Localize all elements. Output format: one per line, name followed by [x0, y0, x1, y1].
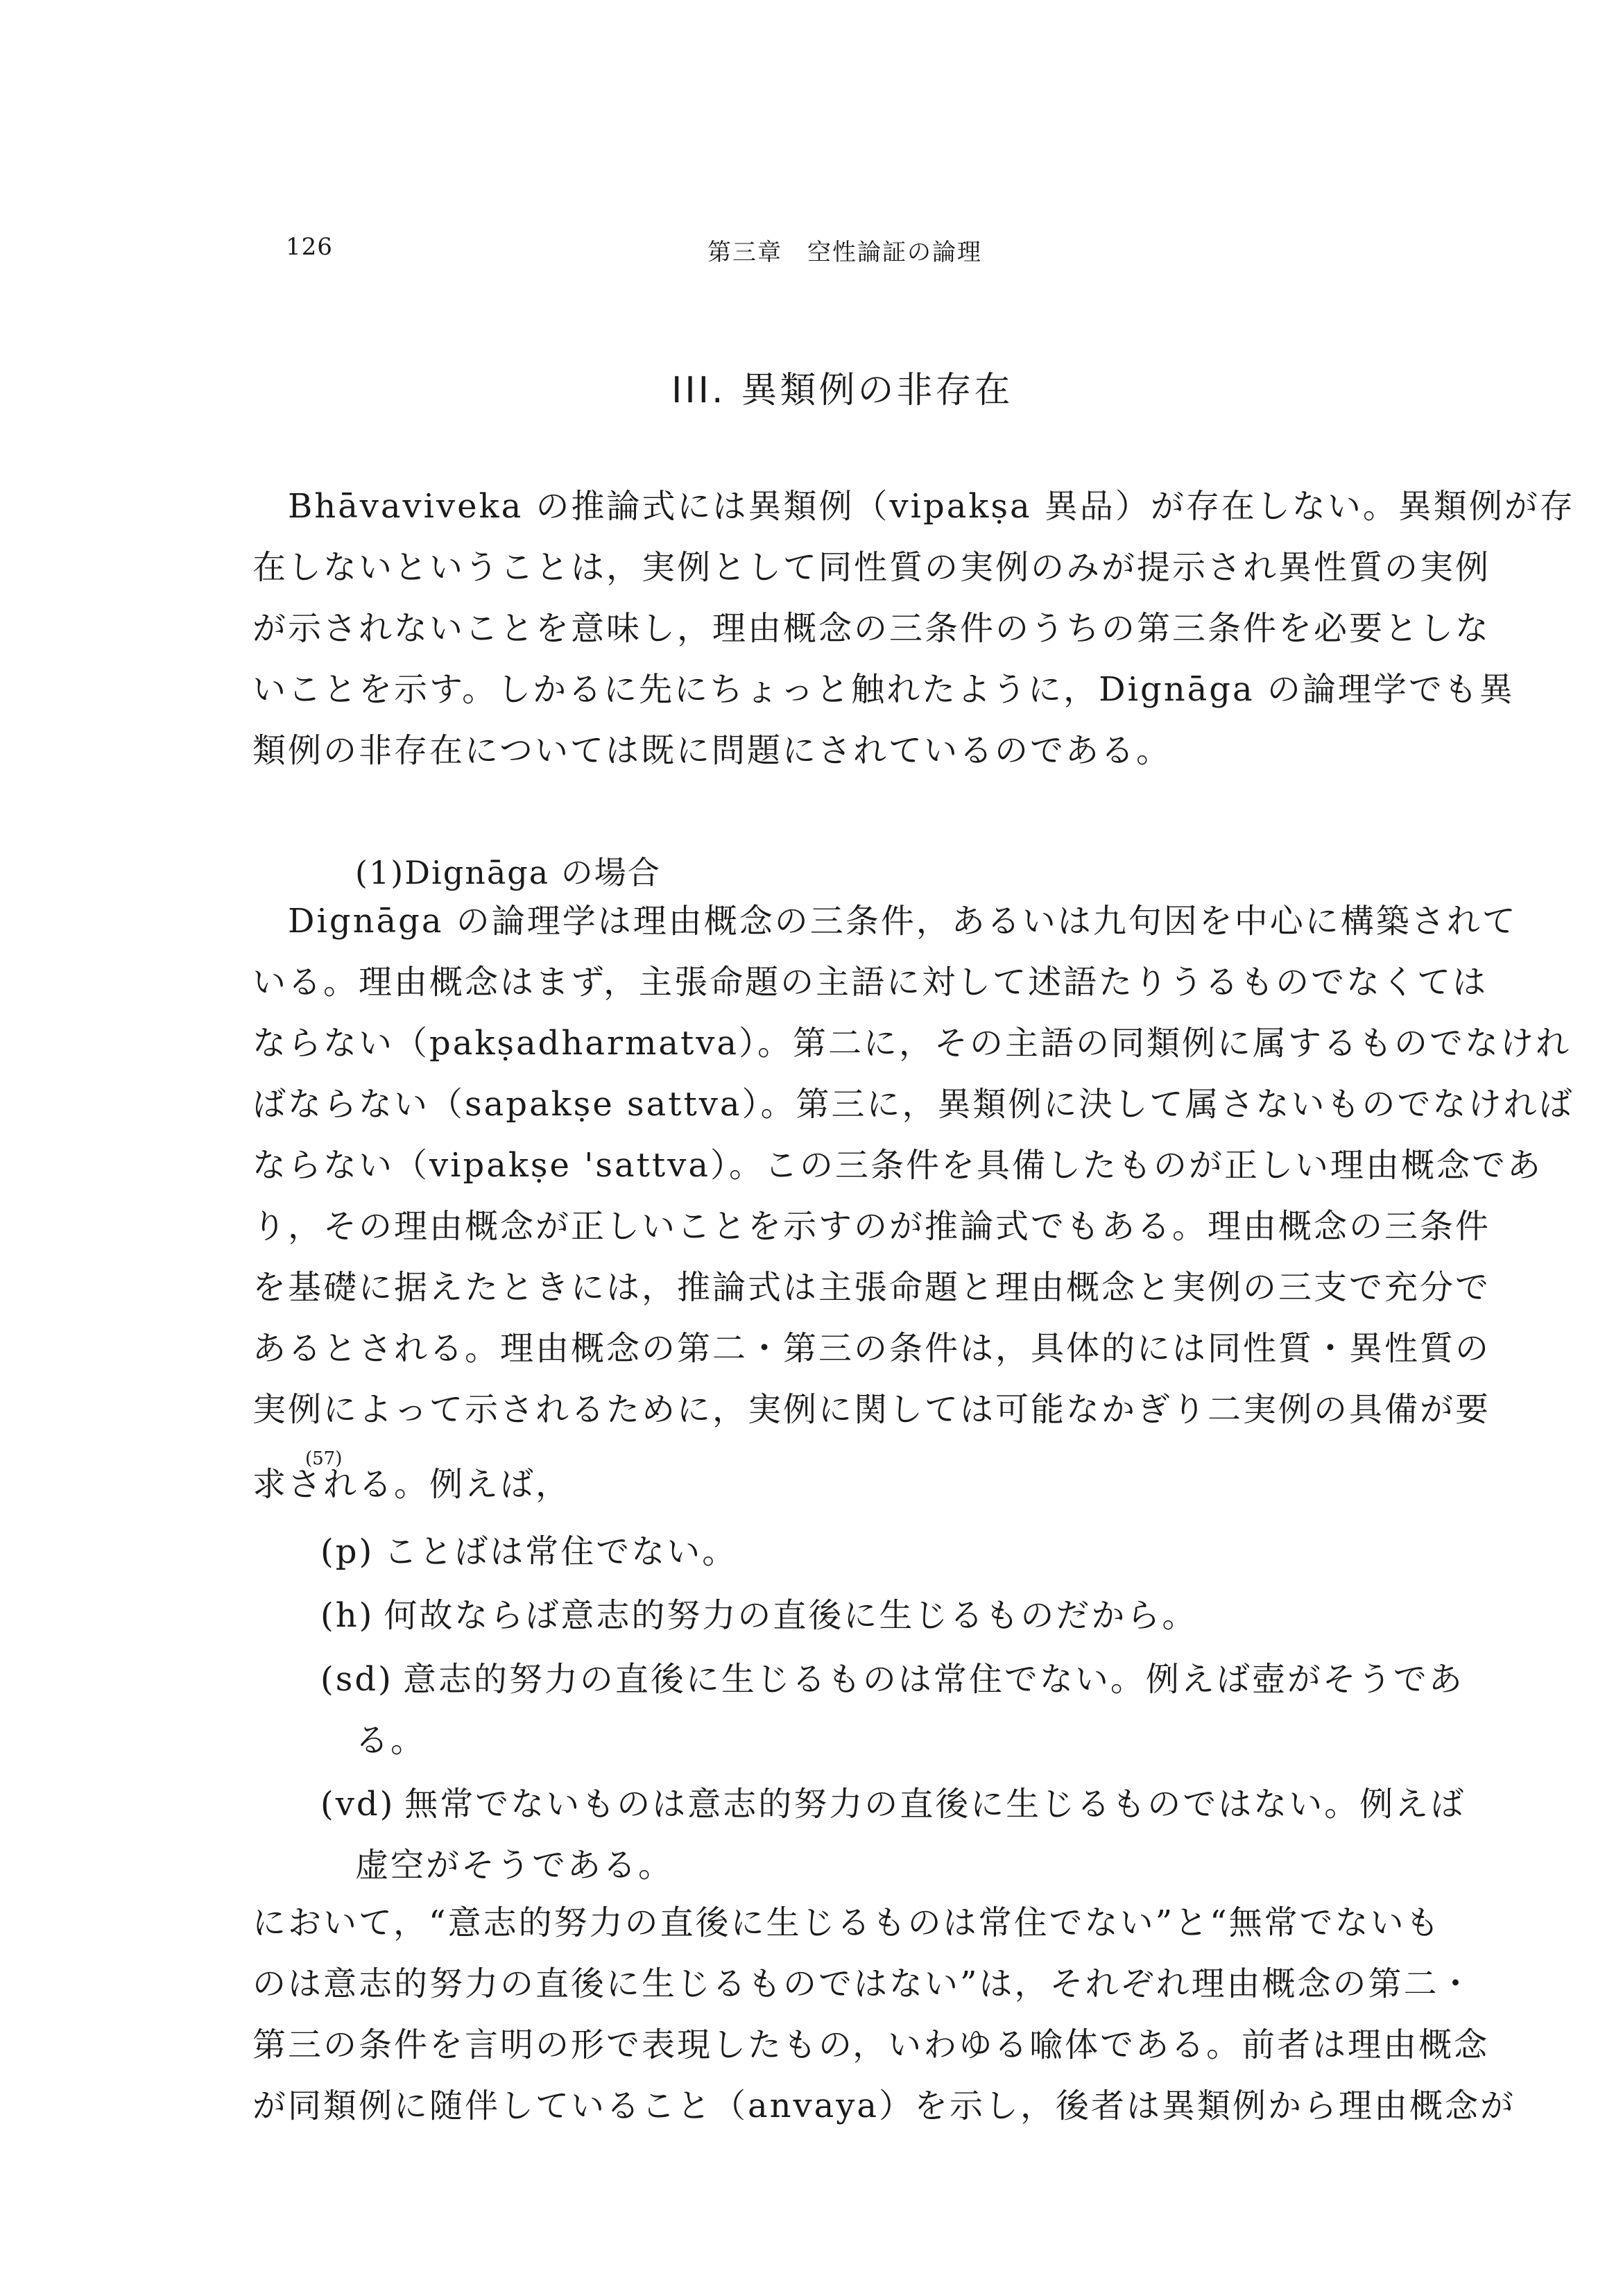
page-number: 126: [286, 233, 333, 261]
intro-line: 類例の非存在については既に問題にされているのである。: [252, 731, 1172, 770]
example-label: (sd): [320, 1660, 393, 1699]
example-p: [320, 1525, 737, 1573]
body-line: あるとされる。理由概念の第二・第三の条件は，具体的には同性質・異性質の: [252, 1329, 1491, 1368]
example-vd-cont: 虚空がそうである。: [355, 1846, 674, 1885]
intro-line: 在しないということは，実例として同性質の実例のみが提示され異性質の実例: [252, 548, 1491, 587]
section-number: III.: [671, 370, 726, 411]
example-sd-cont: る。: [355, 1721, 427, 1760]
running-header: 第三章 空性論証の論理: [707, 239, 982, 266]
closing-line: が同類例に随伴していること（anvaya）を示し，後者は異類例から理由概念が: [252, 2087, 1516, 2125]
intro-line: Bhāvaviveka の推論式には異類例（vipakṣa 異品）が存在しない。異類例が存: [252, 487, 1575, 526]
intro-line: いことを示す。しかるに先にちょっと触れたように，Dignāga の論理学でも異: [252, 670, 1515, 709]
example-h: [320, 1588, 1197, 1636]
closing-line: のは意志的努力の直後に生じるものではない”は，それぞれ理由概念の第二・: [252, 1964, 1475, 2003]
body-line: 実例によって示されるために，実例に関しては可能なかぎり二実例の具備が要: [252, 1390, 1491, 1429]
example-label: (h): [320, 1596, 375, 1635]
example-text: ことばは常住でない。: [384, 1532, 738, 1571]
example-label: (p): [320, 1532, 375, 1571]
body-line: を基礎に据えたときには，推論式は主張命題と理由概念と実例の三支で充分で: [252, 1268, 1491, 1307]
closing-line: において，“意志的努力の直後に生じるものは常住でない”と“無常でないも: [252, 1903, 1441, 1942]
body-line: り，その理由概念が正しいことを示すのが推論式でもある。理由概念の三条件: [252, 1207, 1491, 1246]
example-vd: [320, 1777, 1466, 1825]
example-text: 意志的努力の直後に生じるものは常住でない。例えば壺がそうであ: [402, 1660, 1464, 1699]
example-label: (vd): [320, 1785, 395, 1824]
body-line: ばならない（sapakṣe sattva）。第三に，異類例に決して属さないものでなければ: [252, 1085, 1574, 1124]
subsection-heading: (1)Dignāga の場合: [355, 854, 661, 891]
closing-line: 第三の条件を言明の形で表現したもの，いわゆる喩体である。前者は理由概念: [252, 2025, 1490, 2064]
body-line: いる。理由概念はまず，主張命題の主語に対して述語たりうるものでなくては: [252, 963, 1488, 1002]
section-title: [671, 361, 1013, 413]
intro-line: が示されないことを意味し，理由概念の三条件のうちの第三条件を必要としな: [252, 609, 1491, 648]
example-sd: [320, 1652, 1464, 1700]
example-text: 何故ならば意志的努力の直後に生じるものだから。: [384, 1596, 1198, 1635]
footnote-ref: (57): [305, 1448, 343, 1469]
example-text: 無常でないものは意志的努力の直後に生じるものではない。例えば: [404, 1785, 1466, 1824]
body-line: Dignāga の論理学は理由概念の三条件，あるいは九句因を中心に構築されて: [252, 902, 1518, 941]
body-line: ならない（vipakṣe 'sattva）。この三条件を具備したものが正しい理由概念であ: [252, 1146, 1543, 1185]
body-line: ならない（pakṣadharmatva）。第二に，その主語の同類例に属するものでなけれ: [252, 1024, 1572, 1063]
section-title-text: 異類例の非存在: [741, 370, 1013, 411]
body-line: 求される。例えば，: [252, 1465, 572, 1504]
